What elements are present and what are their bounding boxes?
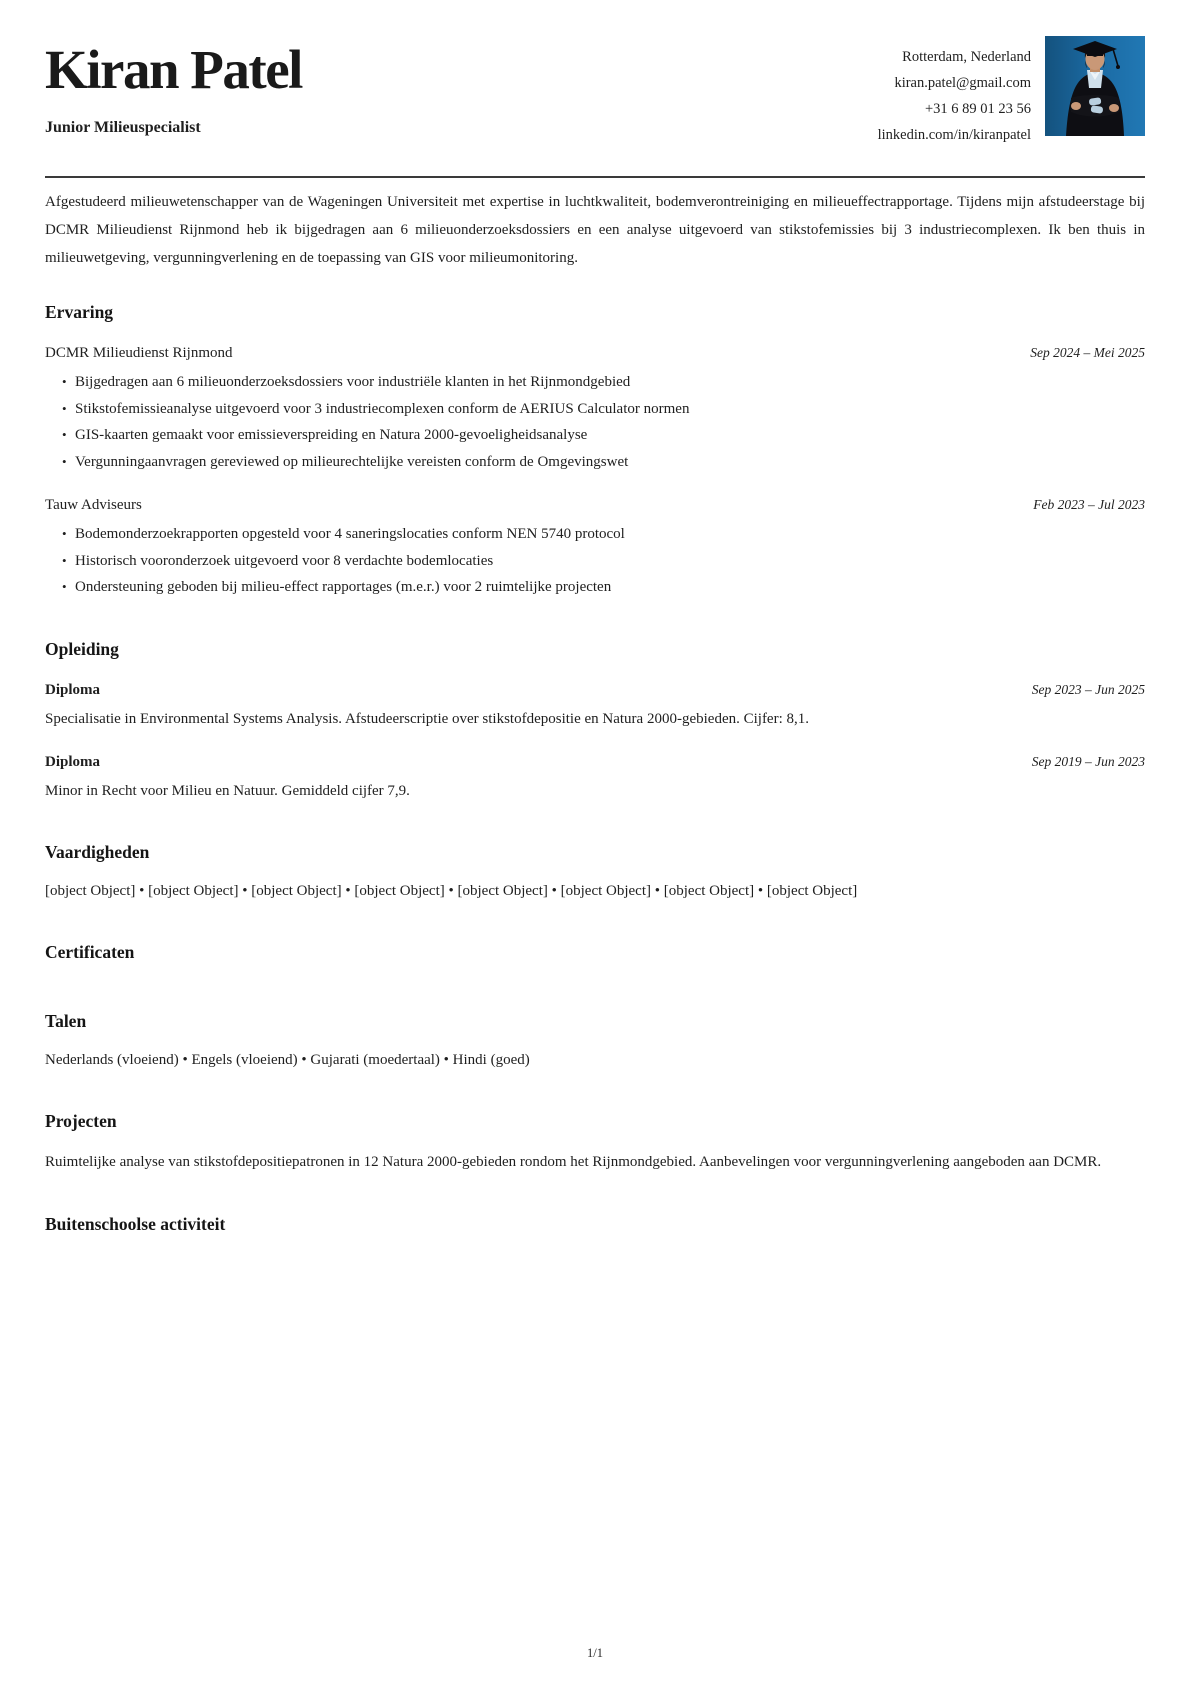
date-range: Sep 2019 – Jun 2023 bbox=[1031, 753, 1145, 769]
experience-bullet: • Bijgedragen aan 6 milieuonderzoeksdossiers voor industriële klanten in het Rijnmondgebied bbox=[75, 369, 1145, 396]
experience-bullet: • Ondersteuning geboden bij milieu-effect rapportages (m.e.r.) voor 2 ruimtelijke projecten bbox=[75, 574, 1145, 601]
education-entry-head bbox=[45, 754, 1145, 771]
experience-bullet: • GIS-kaarten gemaakt voor emissieverspreiding en Natura 2000-gevoeligheidsanalyse bbox=[75, 422, 1145, 449]
section-heading-certificaten: Certificaten bbox=[45, 941, 135, 962]
section-heading-ervaring: Ervaring bbox=[45, 302, 114, 322]
person-name: Kiran Patel bbox=[45, 39, 302, 100]
section-heading-projecten: Projecten bbox=[45, 1110, 117, 1131]
section-heading-buitenschools: Buitenschoolse activiteit bbox=[45, 1213, 226, 1234]
job-title: Junior Milieuspecialist bbox=[45, 119, 201, 137]
education-description: Minor in Recht voor Milieu en Natuur. Gemiddeld cijfer 7,9. bbox=[45, 782, 410, 799]
experience-entry bbox=[45, 345, 1145, 475]
education-entry bbox=[45, 682, 1145, 732]
contact-location: Rotterdam, Nederland bbox=[902, 49, 1031, 65]
experience-bullet: • Vergunningaanvragen gereviewed op milieurechtelijke vereisten conform de Omgevingswet bbox=[75, 449, 1145, 476]
organization-name: DCMR Milieudienst Rijnmond bbox=[45, 345, 233, 361]
experience-bullet-list bbox=[45, 521, 1145, 601]
education-description: Specialisatie in Environmental Systems Analysis. Afstudeerscriptie over stikstofdepositie en Natura 2000-gebieden. Cijfer: 8,1. bbox=[45, 710, 810, 727]
graduate-portrait-illustration bbox=[1045, 36, 1145, 136]
organization-name: Tauw Adviseurs bbox=[45, 497, 142, 513]
header-contact-area bbox=[878, 36, 1145, 148]
header-identity bbox=[45, 36, 302, 137]
section-heading-opleiding: Opleiding bbox=[45, 638, 119, 659]
degree-name: Diploma bbox=[45, 681, 101, 698]
contact-email: kiran.patel@gmail.com bbox=[894, 75, 1031, 91]
date-range: Sep 2024 – Mei 2025 bbox=[1030, 345, 1145, 360]
date-range: Sep 2023 – Jun 2025 bbox=[1031, 681, 1145, 697]
section-heading-talen: Talen bbox=[45, 1010, 87, 1031]
page-indicator: 1/1 bbox=[587, 1646, 603, 1660]
project-description: Ruimtelijke analyse van stikstofdepositiepatronen in 12 Natura 2000-gebieden rondom het Rijnmondgebied. Aanbevelingen voor vergunningverlening aangeboden aan DCMR. bbox=[45, 1153, 1102, 1170]
header-divider bbox=[45, 176, 1145, 178]
experience-bullet: • Historisch vooronderzoek uitgevoerd voor 8 verdachte bodemlocaties bbox=[75, 548, 1145, 575]
contact-block bbox=[878, 36, 1031, 148]
degree-name: Diploma bbox=[45, 753, 101, 770]
experience-entry bbox=[45, 497, 1145, 601]
resume-header bbox=[45, 36, 1145, 148]
experience-entry-head bbox=[45, 345, 1145, 362]
summary-paragraph: Afgestudeerd milieuwetenschapper van de Wageningen Universiteit met expertise in luchtkwaliteit, bodemverontreiniging en milieueffectrapportage. Tijdens mijn afstudeerstage bij DCMR Milieudienst Rijnmond heb ik bijgedragen aan 6 milieuonderzoeksdossiers en een analyse uitgevoerd van stikstofemissies bij 3 industriecomplexen. Ik ben thuis in milieuwetgeving, vergunningverlening en de toepassing van GIS voor milieumonitoring. bbox=[45, 194, 1145, 266]
profile-photo bbox=[1045, 36, 1145, 136]
experience-entry-head bbox=[45, 497, 1145, 514]
experience-bullet: • Stikstofemissieanalyse uitgevoerd voor 3 industriecomplexen conform de AERIUS Calculator normen bbox=[75, 396, 1145, 423]
section-heading-vaardigheden: Vaardigheden bbox=[45, 841, 150, 862]
education-entry bbox=[45, 754, 1145, 804]
skills-inline-list: [object Object] • [object Object] • [object Object] • [object Object] • [object Object] • [object Object] • [object Object] • [object Object] bbox=[45, 882, 858, 899]
contact-linkedin: linkedin.com/in/kiranpatel bbox=[877, 127, 1031, 143]
languages-inline-list: Nederlands (vloeiend) • Engels (vloeiend) • Gujarati (moedertaal) • Hindi (goed) bbox=[45, 1051, 530, 1068]
education-entry-head bbox=[45, 682, 1145, 699]
experience-bullet-list bbox=[45, 369, 1145, 475]
experience-bullet: • Bodemonderzoekrapporten opgesteld voor 4 saneringslocaties conform NEN 5740 protocol bbox=[75, 521, 1145, 548]
date-range: Feb 2023 – Jul 2023 bbox=[1033, 497, 1145, 512]
contact-phone: +31 6 89 01 23 56 bbox=[924, 101, 1031, 117]
